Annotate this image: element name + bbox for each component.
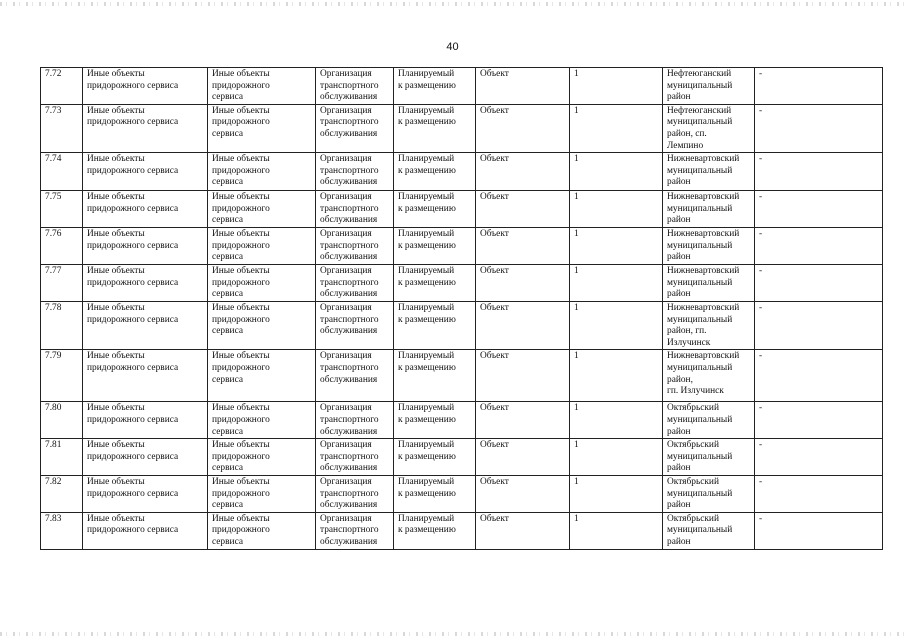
object-location-cell [663,68,755,105]
object-purpose-cell [316,402,394,439]
object-type-cell [208,301,316,349]
object-type-line: придорожного [212,80,270,91]
object-location-cell [663,227,755,264]
object-kind-cell: Объект [476,153,570,191]
object-location-cell [663,402,755,439]
object-location-line: район, [667,374,693,385]
row-number-cell: 7.83 [41,512,83,549]
object-count-cell: 1 [570,68,663,105]
row-number-cell: 7.80 [41,402,83,439]
table-row [41,402,883,439]
object-location-line: муниципальный [667,314,733,325]
object-status-cell [394,191,476,228]
object-type-line: сервиса [212,537,244,548]
object-count-cell: 1 [570,512,663,549]
object-status-cell [394,476,476,513]
object-location-line: муниципальный [667,488,733,499]
table-row [41,104,883,152]
object-kind-cell: Объект [476,301,570,349]
object-kind-cell: Объект [476,476,570,513]
object-status-line: Планируемый [398,513,455,524]
object-status-line: к размещению [398,277,456,288]
row-number-cell: 7.75 [41,191,83,228]
object-name-cell [83,153,208,191]
object-location-line: район, сп. [667,128,707,139]
table-row [41,512,883,549]
object-name-cell [83,301,208,349]
object-count-cell: 1 [570,301,663,349]
object-status-line: Планируемый [398,351,455,362]
object-type-line: сервиса [212,252,244,263]
object-location-cell [663,476,755,513]
object-purpose-line: транспортного [320,451,379,462]
object-name-line: придорожного сервиса [87,362,179,373]
object-location-line: Нефтеюганский [667,105,732,116]
object-name-cell [83,227,208,264]
object-location-line: район [667,215,691,226]
object-status-line: Планируемый [398,228,455,239]
object-status-line: Планируемый [398,154,455,165]
object-name-line: придорожного сервиса [87,203,179,214]
object-type-cell [208,68,316,105]
object-name-cell [83,512,208,549]
object-kind-cell: Объект [476,512,570,549]
object-name-cell [83,476,208,513]
object-location-line: Октябрьский [667,477,719,488]
object-purpose-cell [316,191,394,228]
object-count-cell: 1 [570,227,663,264]
object-status-line: к размещению [398,451,456,462]
object-name-cell [83,104,208,152]
object-location-line: Излучинск [667,337,711,348]
object-purpose-line: Организация [320,440,372,451]
object-purpose-line: транспортного [320,277,379,288]
object-name-line: Иные объекты [87,154,145,165]
object-status-line: к размещению [398,165,456,176]
object-purpose-line: транспортного [320,117,379,128]
object-purpose-line: обслуживания [320,128,378,139]
scan-edge-top [0,2,905,6]
object-location-line: район [667,426,691,437]
object-type-line: Иные объекты [212,513,270,524]
scan-edge-bottom [0,632,905,636]
object-location-line: район [667,463,691,474]
table-row [41,68,883,105]
object-location-line: район [667,177,691,188]
object-type-cell [208,104,316,152]
object-purpose-cell [316,68,394,105]
object-location-cell [663,350,755,402]
object-purpose-line: обслуживания [320,426,378,437]
object-purpose-line: транспортного [320,240,379,251]
object-name-line: Иные объекты [87,105,145,116]
object-purpose-line: обслуживания [320,215,378,226]
object-type-line: Иные объекты [212,105,270,116]
object-name-cell [83,402,208,439]
object-status-line: Планируемый [398,192,455,203]
object-type-cell [208,512,316,549]
row-number-cell: 7.72 [41,68,83,105]
object-status-cell [394,227,476,264]
object-purpose-line: Организация [320,302,372,313]
object-type-line: сервиса [212,289,244,300]
object-name-line: придорожного сервиса [87,277,179,288]
object-purpose-cell [316,476,394,513]
object-location-line: муниципальный [667,362,733,373]
object-type-line: сервиса [212,128,244,139]
object-type-line: Иные объекты [212,265,270,276]
object-kind-cell: Объект [476,350,570,402]
object-purpose-line: Организация [320,513,372,524]
object-type-line: придорожного [212,277,270,288]
object-status-cell [394,104,476,152]
object-status-line: к размещению [398,525,456,536]
object-location-line: Нефтеюганский [667,69,732,79]
object-location-line: муниципальный [667,80,733,91]
object-location-line: муниципальный [667,165,733,176]
object-purpose-cell [316,512,394,549]
object-location-line: муниципальный [667,203,733,214]
object-location-line: Нижневартовский [667,351,740,362]
object-type-line: Иные объекты [212,440,270,451]
table-row [41,153,883,191]
object-type-line: сервиса [212,426,244,437]
zone-cell: - [755,402,883,439]
table-row [41,476,883,513]
object-type-cell [208,227,316,264]
object-name-line: Иные объекты [87,351,145,362]
object-kind-cell: Объект [476,104,570,152]
object-purpose-line: Организация [320,105,372,116]
object-location-line: район, гп. [667,326,707,337]
zone-cell: - [755,104,883,152]
object-purpose-line: обслуживания [320,500,378,511]
object-count-cell: 1 [570,476,663,513]
object-status-line: к размещению [398,203,456,214]
object-type-line: сервиса [212,374,244,385]
object-status-line: к размещению [398,240,456,251]
object-location-line: Нижневартовский [667,192,740,203]
table-row [41,227,883,264]
object-status-line: Планируемый [398,69,455,79]
object-location-line: район [667,92,691,103]
object-purpose-line: обслуживания [320,537,378,548]
object-status-cell [394,264,476,301]
object-location-cell [663,439,755,476]
object-type-line: сервиса [212,92,244,103]
object-purpose-line: транспортного [320,203,379,214]
object-purpose-line: обслуживания [320,326,378,337]
object-name-cell [83,264,208,301]
table-row [41,301,883,349]
page-number: 40 [446,41,459,53]
object-name-cell [83,350,208,402]
zone-cell: - [755,512,883,549]
object-name-line: Иные объекты [87,403,145,414]
object-location-line: район [667,289,691,300]
row-number-cell: 7.76 [41,227,83,264]
object-location-line: Октябрьский [667,440,719,451]
object-kind-cell: Объект [476,439,570,476]
object-location-line: район [667,252,691,263]
object-type-cell [208,264,316,301]
object-type-line: придорожного [212,362,270,373]
object-location-line: район [667,537,691,548]
object-type-cell [208,153,316,191]
row-number-cell: 7.82 [41,476,83,513]
object-count-cell: 1 [570,264,663,301]
zone-cell: - [755,301,883,349]
table-row [41,350,883,402]
object-name-line: придорожного сервиса [87,117,179,128]
table-row [41,439,883,476]
object-location-line: гп. Излучинск [667,386,724,397]
object-location-line: Октябрьский [667,403,719,414]
object-location-line: Лемпино [667,140,704,151]
object-name-line: Иные объекты [87,513,145,524]
object-purpose-cell [316,301,394,349]
object-purpose-line: Организация [320,192,372,203]
object-type-line: Иные объекты [212,351,270,362]
table-body [41,68,883,550]
object-name-line: Иные объекты [87,302,145,313]
object-status-line: Планируемый [398,265,455,276]
object-name-line: придорожного сервиса [87,314,179,325]
row-number-cell: 7.73 [41,104,83,152]
object-type-line: придорожного [212,414,270,425]
object-type-line: придорожного [212,203,270,214]
zone-cell: - [755,350,883,402]
object-name-cell [83,439,208,476]
object-purpose-line: транспортного [320,165,379,176]
object-kind-cell: Объект [476,191,570,228]
object-type-cell [208,476,316,513]
object-type-line: Иные объекты [212,228,270,239]
object-purpose-line: обслуживания [320,252,378,263]
object-status-line: Планируемый [398,477,455,488]
object-type-line: придорожного [212,165,270,176]
object-status-line: Планируемый [398,302,455,313]
object-location-line: муниципальный [667,117,733,128]
facilities-table [40,67,883,550]
object-type-line: Иные объекты [212,477,270,488]
object-type-cell [208,439,316,476]
object-type-line: придорожного [212,488,270,499]
object-type-line: придорожного [212,240,270,251]
object-location-line: Нижневартовский [667,228,740,239]
zone-cell: - [755,476,883,513]
object-type-line: придорожного [212,117,270,128]
zone-cell: - [755,191,883,228]
object-count-cell: 1 [570,191,663,228]
object-status-line: Планируемый [398,440,455,451]
object-name-line: придорожного сервиса [87,165,179,176]
object-location-line: муниципальный [667,414,733,425]
object-type-line: сервиса [212,177,244,188]
object-purpose-line: обслуживания [320,289,378,300]
object-kind-cell: Объект [476,264,570,301]
object-location-line: Нижневартовский [667,154,740,165]
zone-cell: - [755,227,883,264]
object-purpose-cell [316,264,394,301]
object-purpose-line: транспортного [320,414,379,425]
object-location-cell [663,264,755,301]
object-purpose-line: Организация [320,228,372,239]
object-type-line: сервиса [212,215,244,226]
object-type-line: Иные объекты [212,192,270,203]
object-type-line: Иные объекты [212,403,270,414]
object-purpose-line: Организация [320,351,372,362]
object-type-line: придорожного [212,525,270,536]
object-location-cell [663,153,755,191]
object-location-line: муниципальный [667,451,733,462]
object-name-line: придорожного сервиса [87,414,179,425]
zone-cell: - [755,68,883,105]
object-name-cell [83,191,208,228]
zone-cell: - [755,264,883,301]
object-purpose-line: обслуживания [320,463,378,474]
object-kind-cell: Объект [476,402,570,439]
object-status-line: Планируемый [398,403,455,414]
object-type-line: Иные объекты [212,69,270,79]
object-purpose-line: транспортного [320,362,379,373]
object-location-line: Октябрьский [667,513,719,524]
object-count-cell: 1 [570,153,663,191]
object-status-line: Планируемый [398,105,455,116]
object-purpose-line: обслуживания [320,374,378,385]
object-name-line: Иные объекты [87,192,145,203]
object-location-line: муниципальный [667,240,733,251]
object-name-line: Иные объекты [87,265,145,276]
object-type-line: сервиса [212,463,244,474]
object-status-cell [394,439,476,476]
object-purpose-line: Организация [320,477,372,488]
object-name-line: придорожного сервиса [87,451,179,462]
object-status-line: к размещению [398,314,456,325]
object-name-cell [83,68,208,105]
object-status-line: к размещению [398,488,456,499]
object-location-line: муниципальный [667,525,733,536]
object-type-line: придорожного [212,314,270,325]
object-type-cell [208,191,316,228]
zone-cell: - [755,153,883,191]
object-name-line: придорожного сервиса [87,488,179,499]
object-kind-cell: Объект [476,227,570,264]
object-purpose-line: Организация [320,154,372,165]
object-name-line: Иные объекты [87,440,145,451]
object-purpose-line: транспортного [320,80,379,91]
object-count-cell: 1 [570,439,663,476]
object-purpose-line: Организация [320,69,372,79]
object-location-line: Нижневартовский [667,265,740,276]
object-purpose-cell [316,350,394,402]
object-location-line: район [667,500,691,511]
object-status-cell [394,301,476,349]
object-name-line: Иные объекты [87,69,145,79]
object-purpose-cell [316,104,394,152]
object-count-cell: 1 [570,402,663,439]
object-name-line: придорожного сервиса [87,240,179,251]
row-number-cell: 7.78 [41,301,83,349]
object-type-line: сервиса [212,500,244,511]
object-type-line: Иные объекты [212,302,270,313]
object-purpose-cell [316,227,394,264]
object-status-line: к размещению [398,362,456,373]
object-name-line: Иные объекты [87,228,145,239]
row-number-cell: 7.77 [41,264,83,301]
object-type-cell [208,350,316,402]
object-status-line: к размещению [398,117,456,128]
object-name-line: придорожного сервиса [87,80,179,91]
object-location-line: Нижневартовский [667,302,740,313]
object-name-line: Иные объекты [87,477,145,488]
object-type-cell [208,402,316,439]
object-type-line: сервиса [212,326,244,337]
row-number-cell: 7.79 [41,350,83,402]
object-status-cell [394,153,476,191]
object-purpose-line: Организация [320,265,372,276]
object-location-cell [663,191,755,228]
object-status-cell [394,350,476,402]
object-location-cell [663,512,755,549]
object-count-cell: 1 [570,350,663,402]
object-count-cell: 1 [570,104,663,152]
object-status-line: к размещению [398,80,456,91]
object-location-cell [663,301,755,349]
row-number-cell: 7.74 [41,153,83,191]
object-status-line: к размещению [398,414,456,425]
object-status-cell [394,68,476,105]
object-name-line: придорожного сервиса [87,525,179,536]
zone-cell: - [755,439,883,476]
object-type-line: придорожного [212,451,270,462]
object-location-cell [663,104,755,152]
table-row [41,264,883,301]
object-purpose-line: обслуживания [320,177,378,188]
object-purpose-line: транспортного [320,488,379,499]
object-type-line: Иные объекты [212,154,270,165]
object-purpose-line: обслуживания [320,92,378,103]
object-purpose-line: транспортного [320,314,379,325]
object-purpose-cell [316,153,394,191]
object-purpose-line: Организация [320,403,372,414]
row-number-cell: 7.81 [41,439,83,476]
object-purpose-cell [316,439,394,476]
table-row [41,191,883,228]
object-kind-cell: Объект [476,68,570,105]
object-location-line: муниципальный [667,277,733,288]
object-status-cell [394,402,476,439]
object-status-cell [394,512,476,549]
object-purpose-line: транспортного [320,525,379,536]
